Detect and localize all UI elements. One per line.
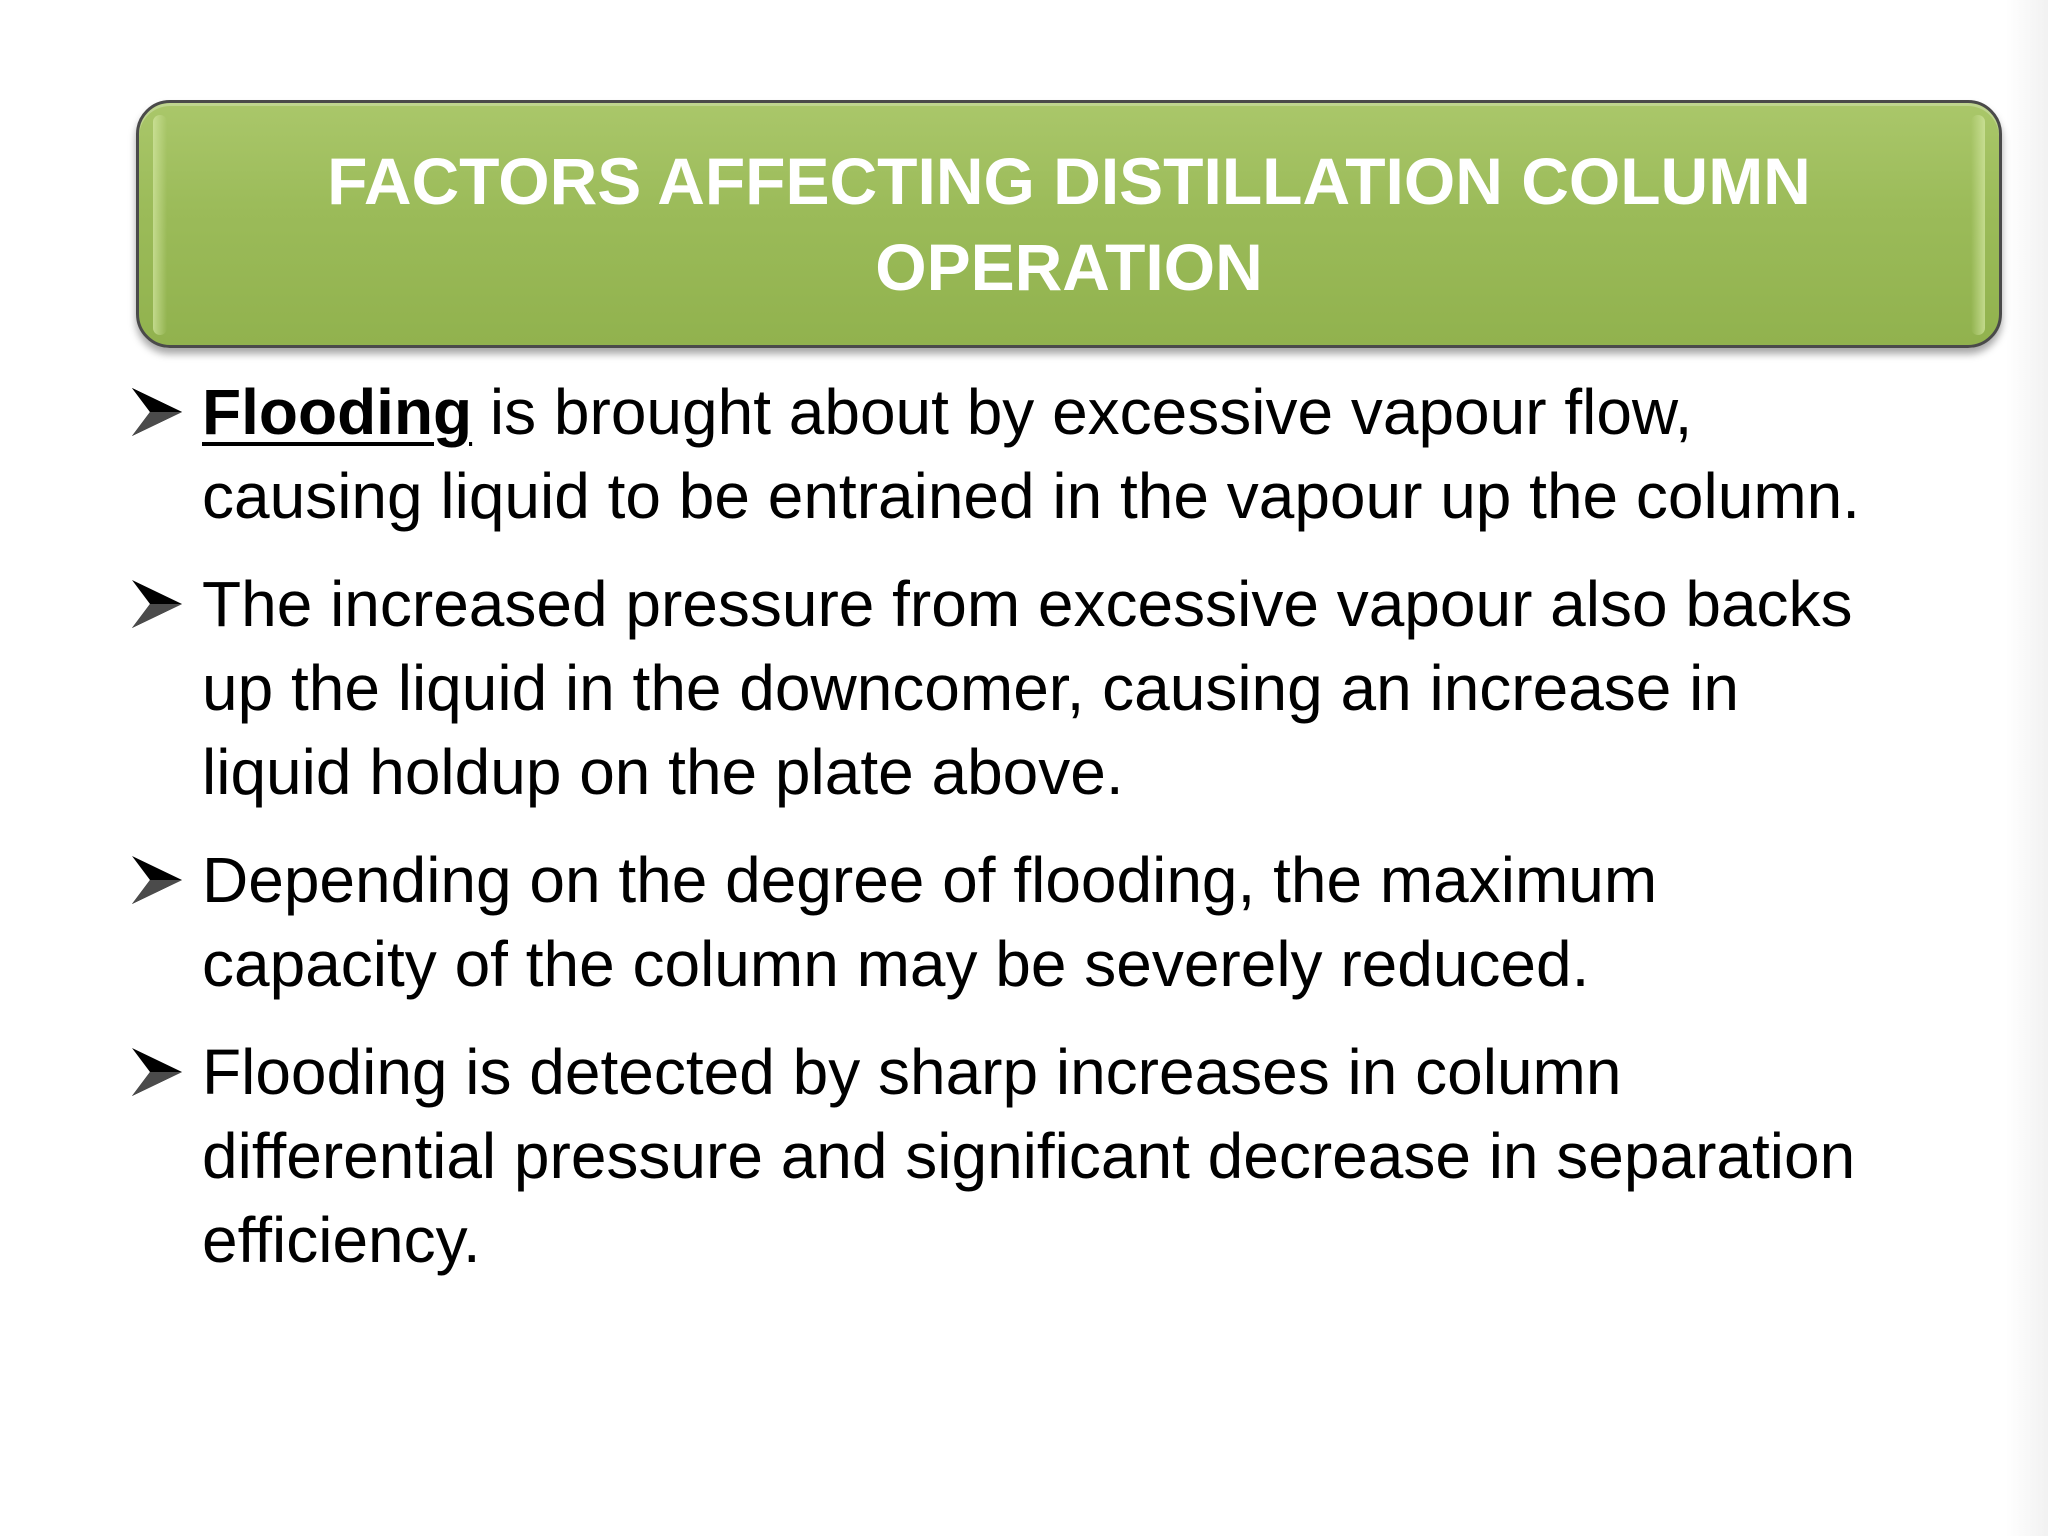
- arrow-bullet-icon: [128, 380, 188, 444]
- bullet-text: is brought about by excessive vapour flow, causing liquid to be entrained in the vapour up the column.: [202, 376, 1860, 532]
- bullet-list: [128, 370, 1888, 1306]
- slide-edge-shadow: [2006, 0, 2048, 1536]
- bullet-text: Depending on the degree of flooding, the maximum capacity of the column may be severely reduced.: [202, 844, 1658, 1000]
- title-banner: [136, 100, 2002, 348]
- bullet-item: [128, 562, 1888, 814]
- bullet-item: [128, 838, 1888, 1006]
- arrow-bullet-icon: [128, 1040, 188, 1104]
- bullet-text: Flooding is detected by sharp increases in column differential pressure and significant decrease in separation efficiency.: [202, 1036, 1856, 1276]
- slide-title: FACTORS AFFECTING DISTILLATION COLUMN OPERATION: [327, 144, 1811, 304]
- bullet-text: The increased pressure from excessive vapour also backs up the liquid in the downcomer, causing an increase in liquid holdup on the plate above.: [202, 568, 1853, 808]
- bullet-item: [128, 370, 1888, 538]
- arrow-bullet-icon: [128, 848, 188, 912]
- bullet-item: [128, 1030, 1888, 1282]
- bullet-term: Flooding: [202, 376, 473, 448]
- arrow-bullet-icon: [128, 572, 188, 636]
